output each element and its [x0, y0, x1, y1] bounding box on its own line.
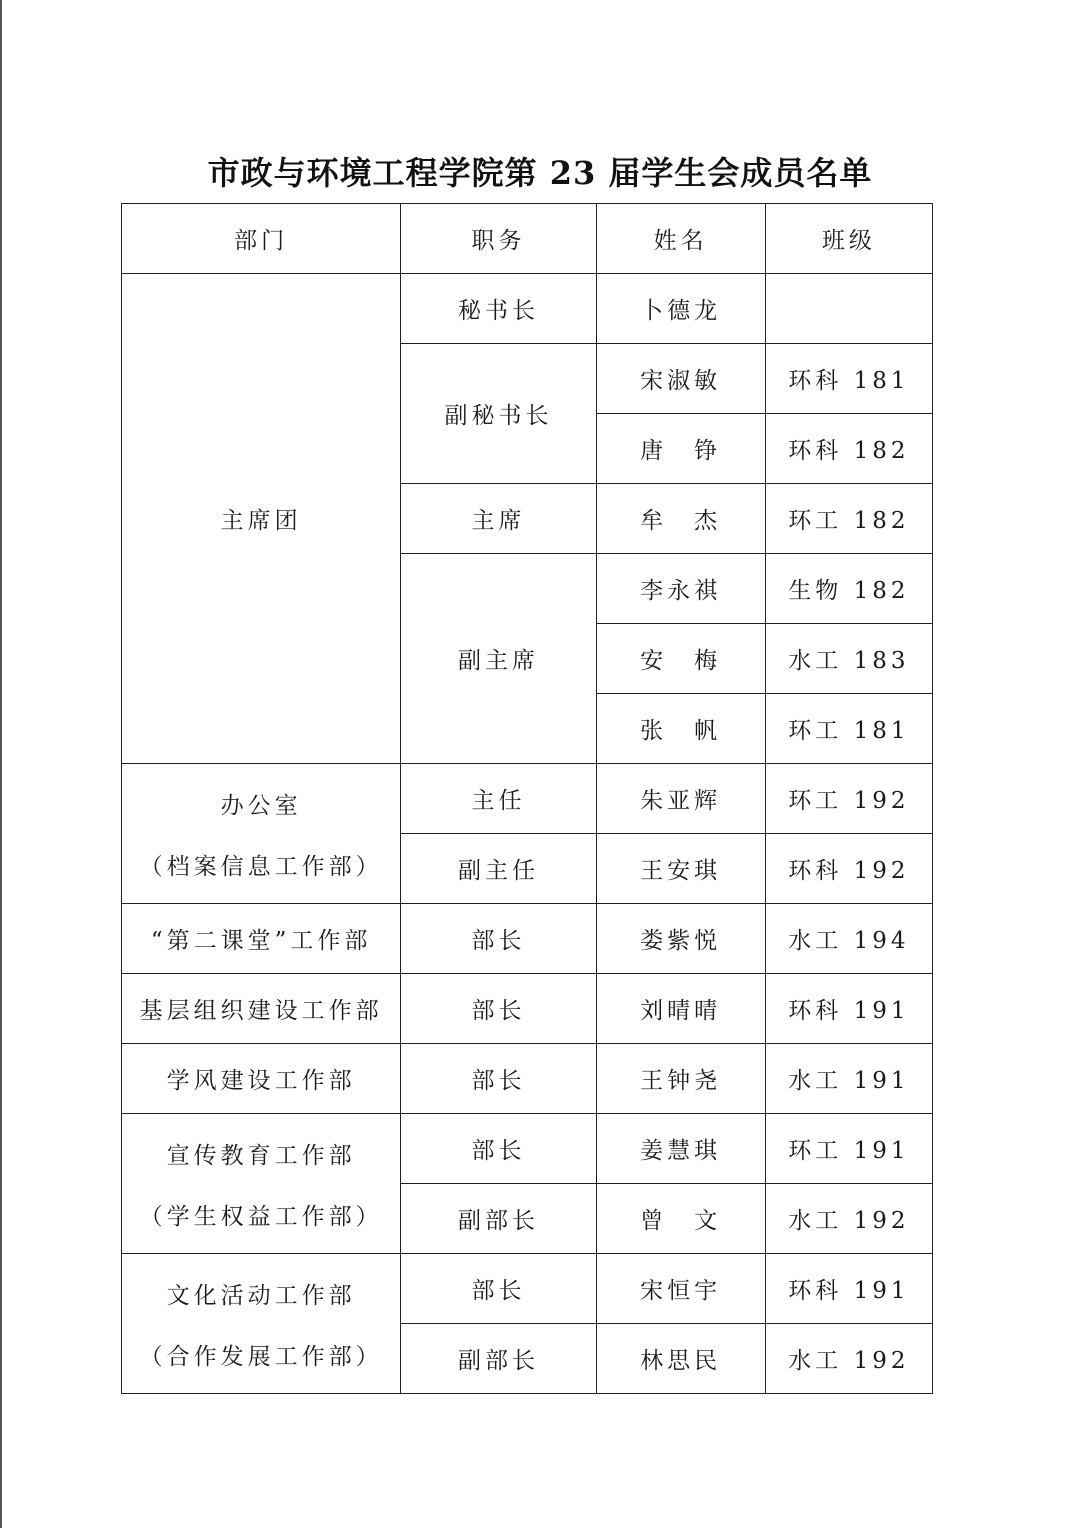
- table-header-row: [122, 204, 933, 274]
- table-row: [122, 904, 933, 974]
- name-cell: 安 梅: [596, 624, 765, 694]
- class-cell: 生物 182: [765, 554, 932, 624]
- position-cell: 主席: [401, 484, 596, 554]
- dept-office: [122, 764, 401, 904]
- position-cell: 秘书长: [401, 274, 596, 344]
- position-cell: 主任: [401, 764, 596, 834]
- class-cell: 环工 182: [765, 484, 932, 554]
- class-cell: 水工 183: [765, 624, 932, 694]
- page-left-edge: [0, 0, 2, 1528]
- position-cell: 副主任: [401, 834, 596, 904]
- class-cell: [765, 274, 932, 344]
- table-row: [122, 1114, 933, 1184]
- name-cell: 王安琪: [596, 834, 765, 904]
- name-cell: 林思民: [596, 1324, 765, 1394]
- name-cell: 刘晴晴: [596, 974, 765, 1044]
- position-cell: 部长: [401, 904, 596, 974]
- dept-publicity-sub: （学生权益工作部）: [139, 1203, 383, 1230]
- class-cell: 水工 192: [765, 1324, 932, 1394]
- name-cell: 王钟尧: [596, 1044, 765, 1114]
- document-title: 市政与环境工程学院第 23 届学生会成员名单: [207, 154, 873, 192]
- class-cell: 环科 192: [765, 834, 932, 904]
- name-cell: 牟 杰: [596, 484, 765, 554]
- name-cell: 朱亚辉: [596, 764, 765, 834]
- dept-publicity: [122, 1114, 401, 1254]
- table-row: [122, 974, 933, 1044]
- table-row: [122, 274, 933, 344]
- dept-culture-sub: （合作发展工作部）: [139, 1343, 383, 1370]
- class-cell: 水工 194: [765, 904, 932, 974]
- name-cell: 曾 文: [596, 1184, 765, 1254]
- member-table: [121, 203, 933, 1394]
- name-cell: 娄紫悦: [596, 904, 765, 974]
- name-cell: 宋恒宇: [596, 1254, 765, 1324]
- class-cell: 水工 192: [765, 1184, 932, 1254]
- name-cell: 张 帆: [596, 694, 765, 764]
- table-row: [122, 1044, 933, 1114]
- class-cell: 环工 181: [765, 694, 932, 764]
- dept-culture: [122, 1254, 401, 1394]
- class-cell: 环工 191: [765, 1114, 932, 1184]
- dept-publicity-main: 宣传教育工作部: [166, 1142, 356, 1169]
- class-cell: 环科 181: [765, 344, 932, 414]
- table-row: [122, 764, 933, 834]
- class-cell: 环工 192: [765, 764, 932, 834]
- position-cell: 副部长: [401, 1324, 596, 1394]
- position-cell: 部长: [401, 1044, 596, 1114]
- position-cell: 部长: [401, 1254, 596, 1324]
- header-name: 姓名: [596, 204, 765, 274]
- position-cell: 副秘书长: [401, 344, 596, 484]
- dept-culture-main: 文化活动工作部: [166, 1282, 356, 1309]
- dept-study-style: 学风建设工作部: [122, 1044, 401, 1114]
- class-cell: 环科 191: [765, 1254, 932, 1324]
- dept-office-main: 办公室: [220, 792, 302, 819]
- position-cell: 副部长: [401, 1184, 596, 1254]
- table-row: [122, 1254, 933, 1324]
- dept-second-classroom: “第二课堂”工作部: [122, 904, 401, 974]
- header-department: 部门: [122, 204, 401, 274]
- class-cell: 环科 182: [765, 414, 932, 484]
- position-cell: 副主席: [401, 554, 596, 764]
- dept-presidium: 主席团: [122, 274, 401, 764]
- name-cell: 唐 铮: [596, 414, 765, 484]
- header-class: 班级: [765, 204, 932, 274]
- header-position: 职务: [401, 204, 596, 274]
- position-cell: 部长: [401, 974, 596, 1044]
- class-cell: 水工 191: [765, 1044, 932, 1114]
- name-cell: 宋淑敏: [596, 344, 765, 414]
- class-cell: 环科 191: [765, 974, 932, 1044]
- name-cell: 卜德龙: [596, 274, 765, 344]
- name-cell: 姜慧琪: [596, 1114, 765, 1184]
- name-cell: 李永祺: [596, 554, 765, 624]
- dept-grassroots: 基层组织建设工作部: [122, 974, 401, 1044]
- position-cell: 部长: [401, 1114, 596, 1184]
- dept-office-sub: （档案信息工作部）: [139, 853, 383, 880]
